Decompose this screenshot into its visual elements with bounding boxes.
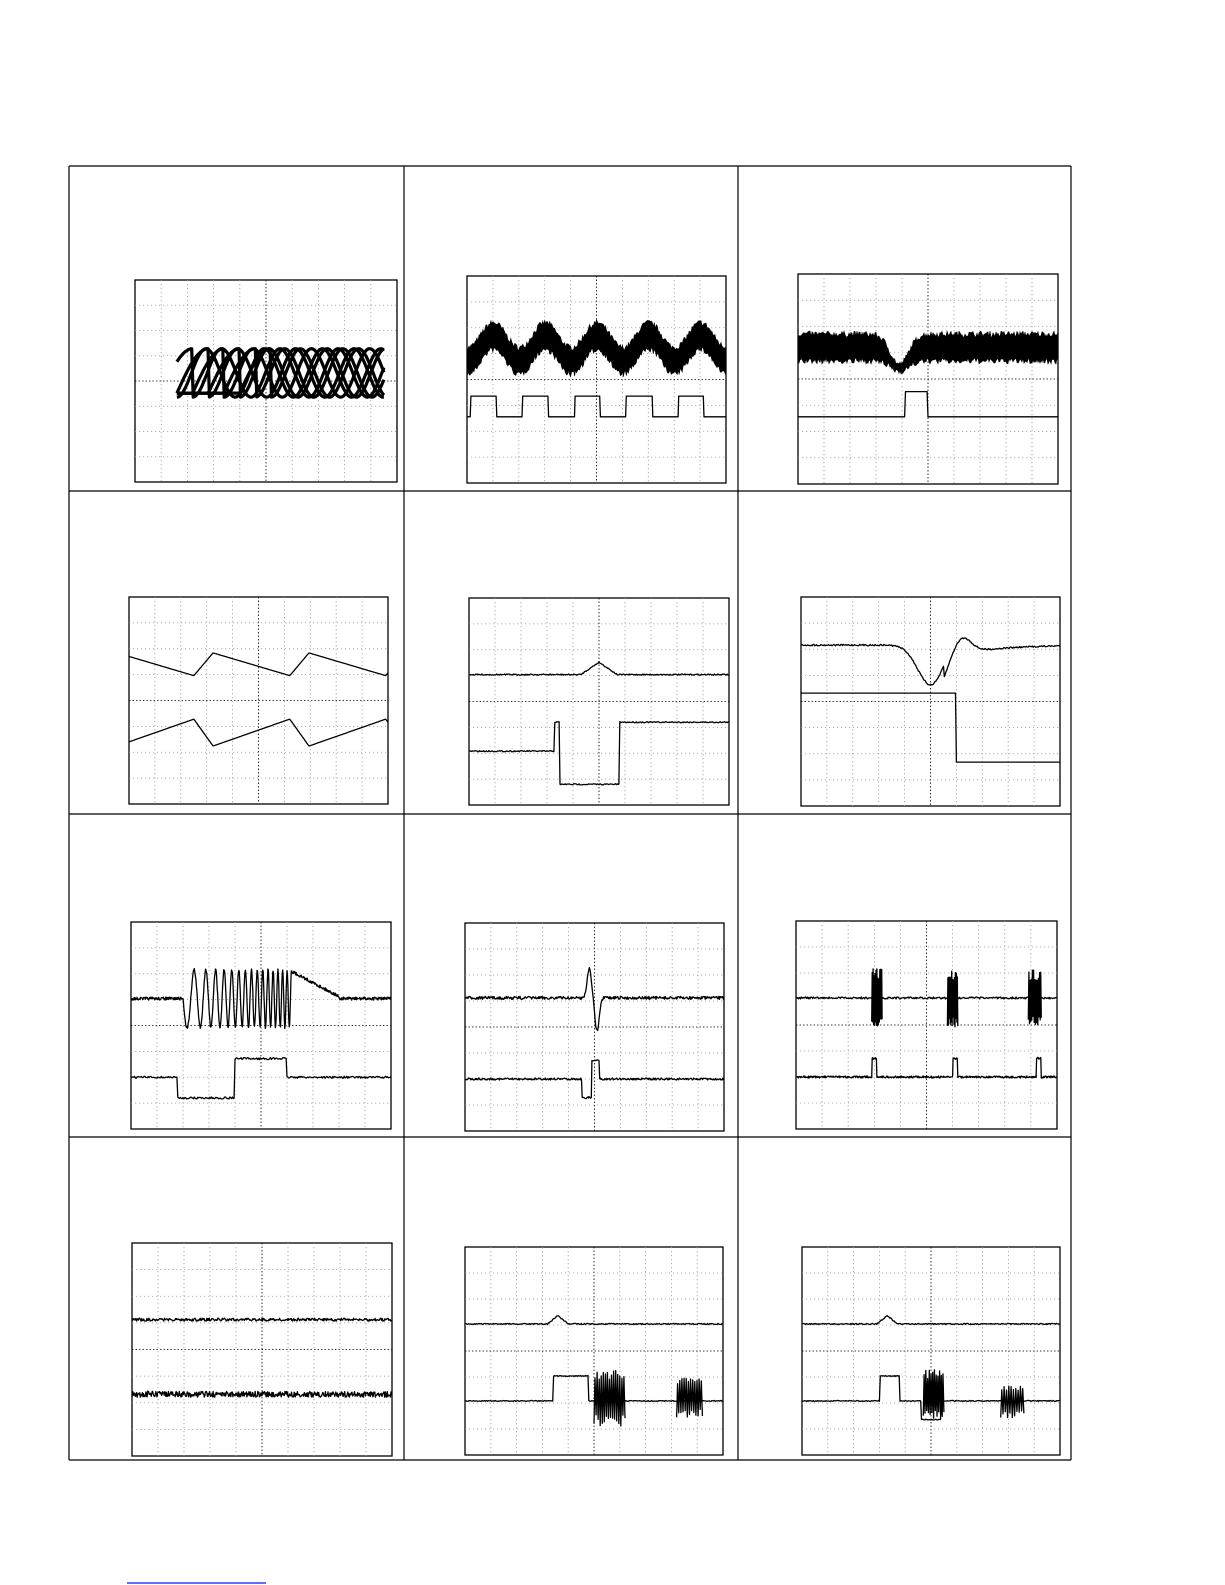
scope-screen-r4c1 [132, 1243, 392, 1456]
scope-screen-r2c1 [129, 597, 388, 804]
burst-trace [947, 971, 957, 1027]
scope-screen-r1c2 [467, 276, 726, 483]
scope-screen-r3c1 [131, 922, 391, 1129]
scope-screen-r2c3 [801, 597, 1060, 806]
scope-screen-r4c3 [802, 1247, 1060, 1455]
scope-screen-r1c1 [135, 280, 397, 482]
scope-screen-r4c2 [465, 1247, 723, 1455]
scope-screen-r3c2 [465, 923, 724, 1131]
scope-screen-r3c3 [796, 921, 1057, 1129]
scope-screen-r2c2 [469, 598, 729, 805]
oscilloscope-screens [129, 274, 1060, 1456]
scope-screen-r1c3 [798, 274, 1058, 484]
burst-trace [872, 969, 882, 1026]
